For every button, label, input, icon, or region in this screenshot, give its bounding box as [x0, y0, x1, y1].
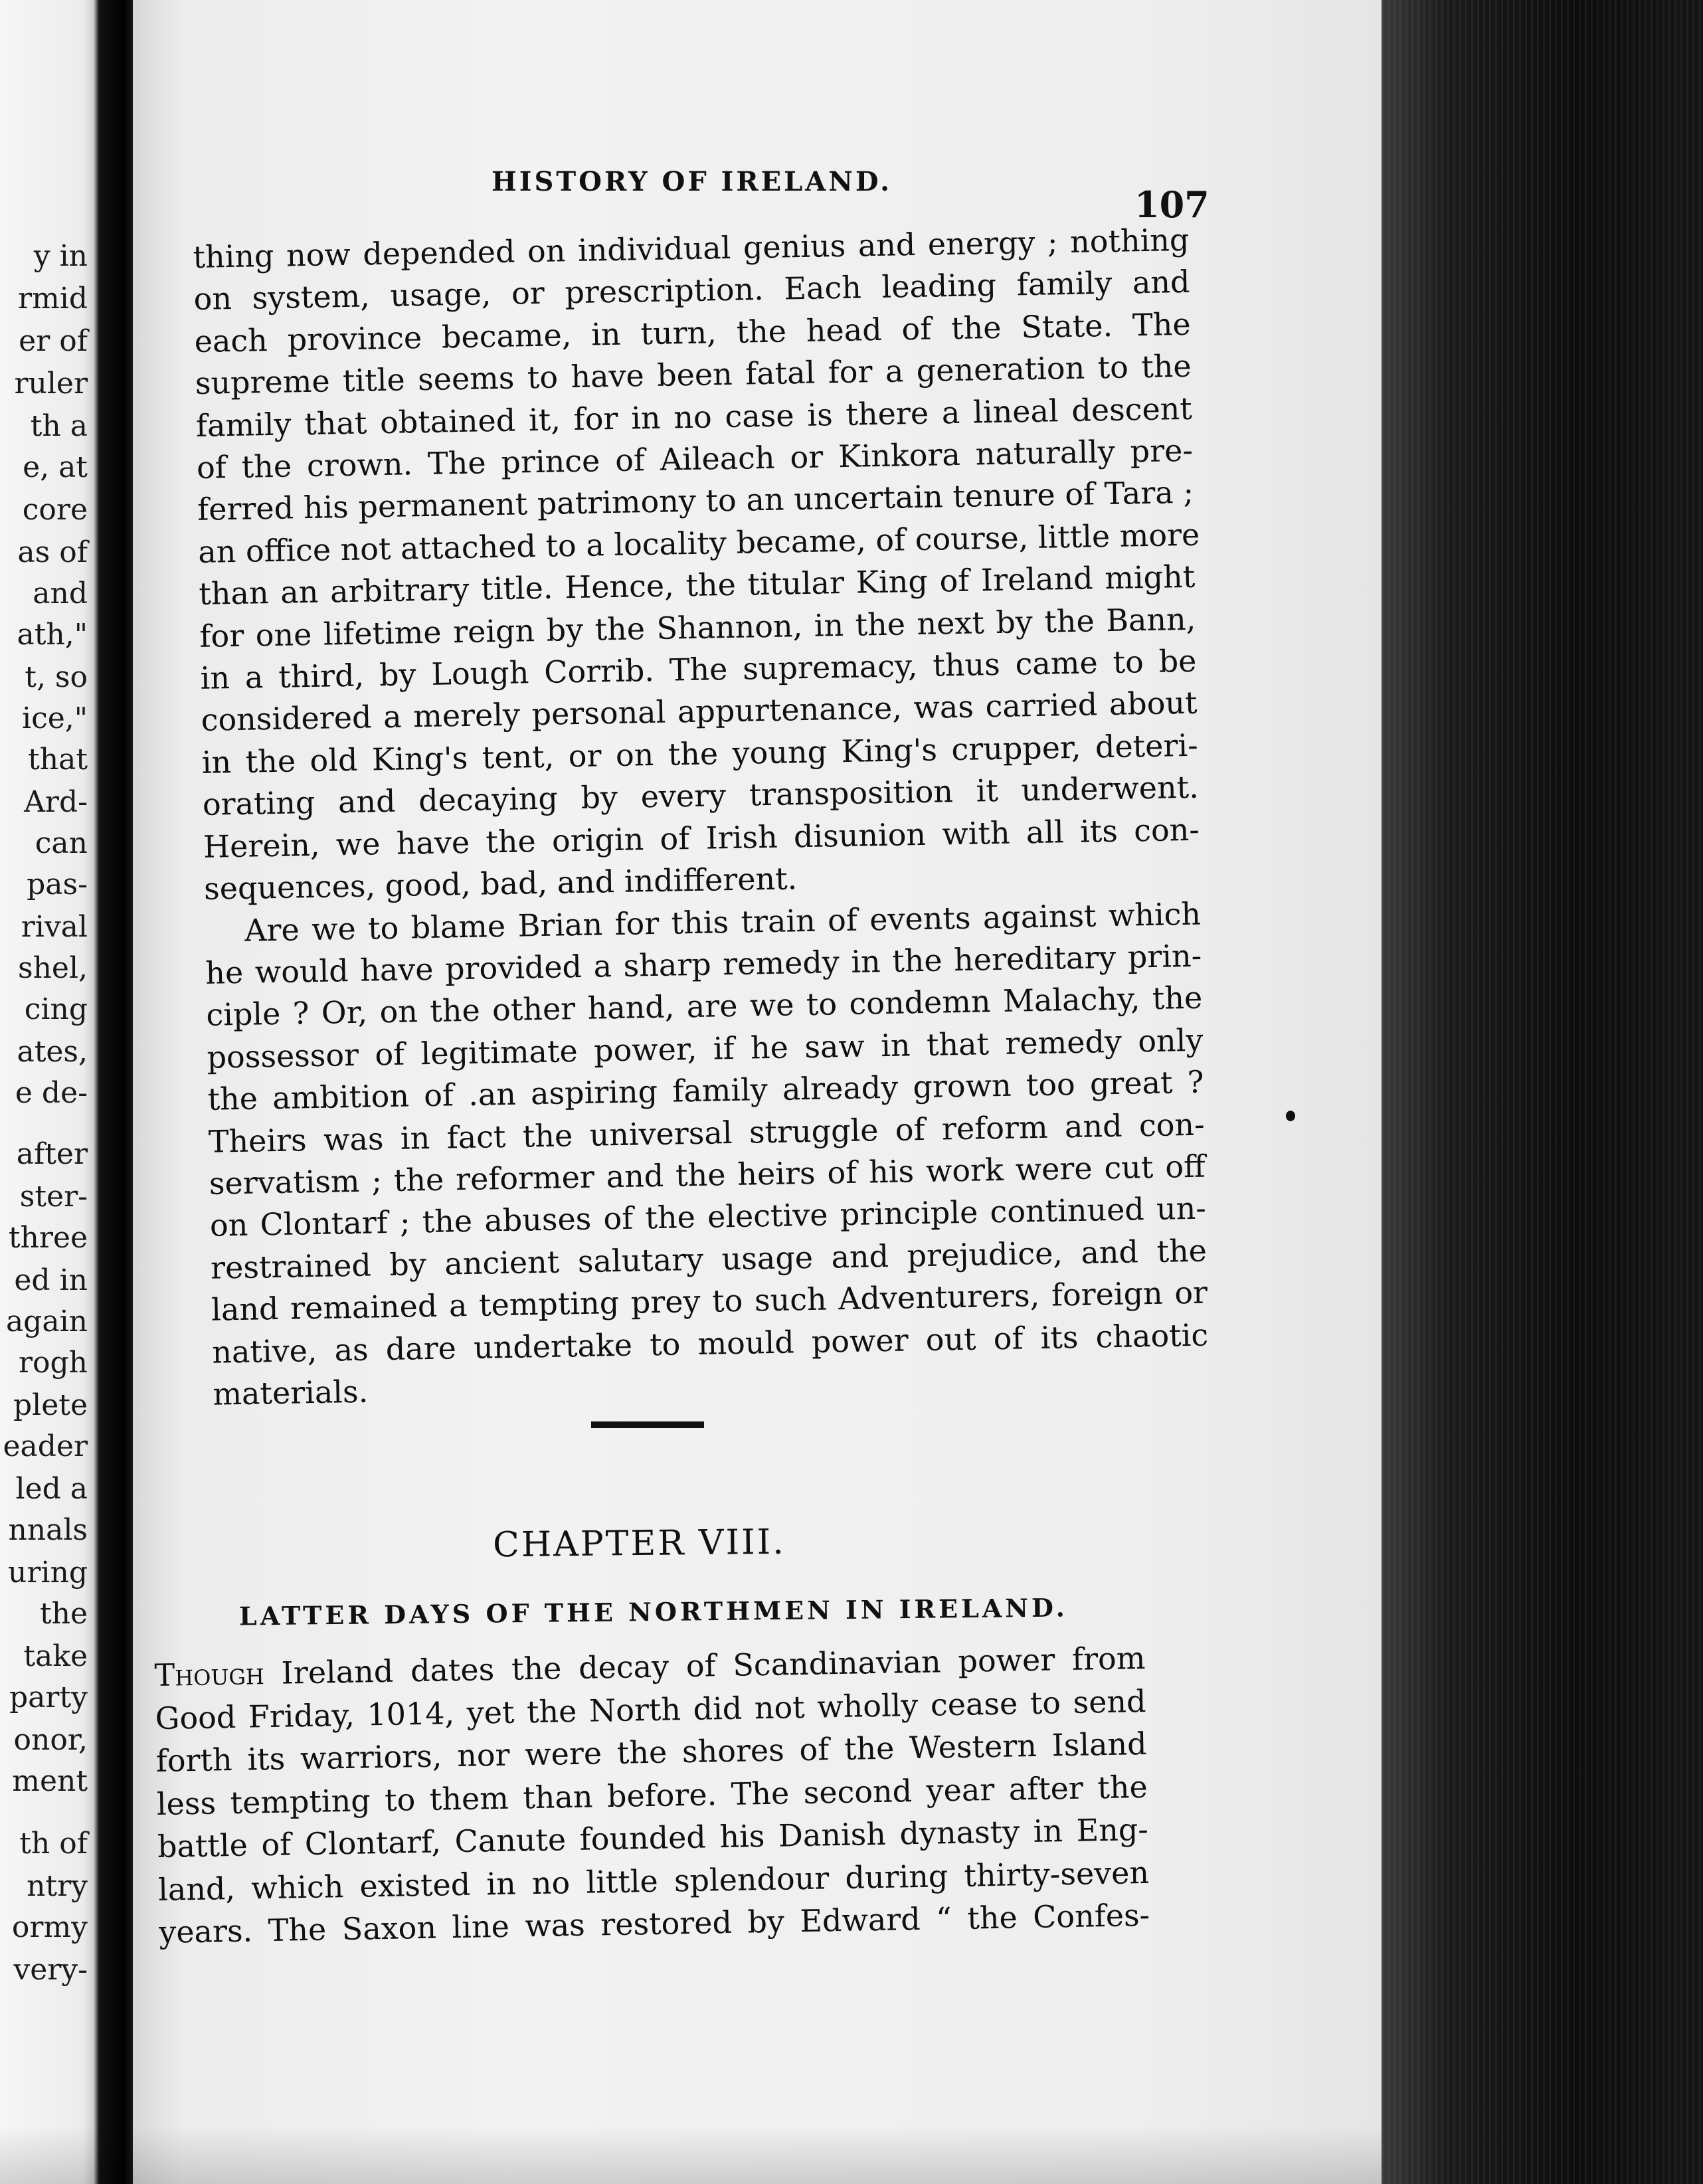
left-page-fragment: uring: [8, 1556, 88, 1590]
text-line: in a third, by Lough Corrib. The supremacy, thus came to be: [200, 642, 1197, 696]
left-page-fragment: th a: [30, 409, 88, 443]
left-page-fragment: very-: [13, 1953, 88, 1987]
text-line: for one lifetime reign by the Shannon, in the next by the Bann,: [199, 600, 1196, 654]
left-page-fragment: as of: [17, 535, 88, 569]
section-divider: [591, 1421, 704, 1428]
text-line: thing now depended on individual genius and energy ; nothing: [193, 221, 1190, 275]
text-line: supreme title seems to have been fatal for a generation to the: [195, 348, 1192, 402]
text-line: orating and decaying by every transposition it underwent.: [202, 769, 1200, 823]
left-page-fragment: rival: [21, 910, 88, 944]
left-page-fragment: the: [39, 1597, 88, 1631]
text-line: than an arbitrary title. Hence, the titular King of Ireland might: [198, 558, 1196, 612]
text-line: of the crown. The prince of Aileach or Kinkora naturally pre-: [196, 432, 1194, 486]
text-line: Are we to blame Brian for this train of events against which: [244, 895, 1202, 949]
body-text: [193, 219, 1210, 1415]
text-line: in the old King's tent, or on the young King's crupper, deteri-: [201, 727, 1199, 780]
left-page-fragment: party: [9, 1681, 88, 1714]
chapter-text-line: Good Friday, 1014, yet the North did not wholly cease to send: [155, 1683, 1146, 1736]
left-page-fragment: y in: [33, 239, 88, 273]
chapter-text-line: land, which existed in no little splendour during thirty-seven: [157, 1854, 1150, 1908]
text-line: Theirs was in fact the universal struggle of reform and con-: [208, 1106, 1206, 1160]
left-page-fragment: ruler: [14, 367, 88, 401]
text-line: sequences, good, bad, and indifferent.: [203, 860, 798, 907]
chapter-first-word: Though: [154, 1655, 265, 1693]
text-line: Herein, we have the origin of Irish disunion with all its con-: [203, 811, 1200, 865]
left-page-fragment: ed in: [14, 1263, 88, 1297]
left-page-fragment: cing: [24, 992, 88, 1026]
left-page-fragment: plete: [13, 1388, 88, 1422]
text-line: he would have provided a sharp remedy in the hereditary prin-: [205, 937, 1202, 991]
left-page-fragment: eader: [3, 1429, 88, 1463]
book-page-edges: [1382, 0, 1703, 2184]
text-line: family that obtained it, for in no case is there a lineal descent: [195, 390, 1193, 444]
page-number: 107: [1134, 183, 1210, 226]
text-line: servatism ; the reformer and the heirs of his work were cut off: [209, 1148, 1206, 1202]
left-page-fragment: ntry: [27, 1869, 88, 1903]
text-line: land remained a tempting prey to such Adventurers, foreign or: [211, 1274, 1208, 1328]
left-page-fragment: rogh: [18, 1346, 88, 1380]
text-line: possessor of legitimate power, if he saw in that remedy only: [207, 1022, 1204, 1075]
text-line: the ambition of .an aspiring family already grown too great ?: [207, 1063, 1204, 1117]
left-page-fragment: three: [8, 1221, 88, 1255]
chapter-text-line: forth its warriors, nor were the shores of the Western Island: [155, 1725, 1148, 1779]
text-line: considered a merely personal appurtenance, was carried about: [201, 685, 1198, 739]
left-page-fragment: e, at: [23, 450, 88, 484]
text-line: on Clontarf ; the abuses of the elective principle continued un-: [209, 1190, 1207, 1244]
left-page-fragment: shel,: [17, 951, 88, 985]
chapter-text-line: battle of Clontarf, Canute founded his Danish dynasty in Eng-: [157, 1811, 1149, 1865]
left-page-fragment: ath,": [17, 618, 88, 652]
text-line: each province became, in turn, the head of the State. The: [194, 306, 1191, 359]
print-speck: [1286, 1111, 1295, 1121]
left-page-fragment: again: [5, 1305, 88, 1338]
text-line: ciple ? Or, on the other hand, are we to condemn Malachy, the: [205, 979, 1203, 1034]
left-page-fragment: and: [33, 577, 88, 610]
left-page-fragment: e de-: [15, 1076, 88, 1110]
left-page-fragment: ormy: [11, 1910, 88, 1944]
running-title: HISTORY OF IRELAND.: [492, 166, 893, 197]
chapter-opening-text: [154, 1637, 1150, 1954]
left-facing-page: [0, 0, 106, 2184]
left-page-fragment: ster-: [19, 1180, 88, 1214]
left-page-fragment: t, so: [25, 660, 88, 694]
chapter-text-line-rest: Ireland dates the decay of Scandinavian power from: [264, 1639, 1146, 1692]
chapter-subtitle: LATTER DAYS OF THE NORTHMEN IN IRELAND.: [238, 1592, 1069, 1631]
left-page-fragment: can: [35, 826, 88, 860]
page-shadow: [0, 2126, 1382, 2184]
left-page-fragment: led a: [15, 1472, 88, 1506]
left-page-fragment: rmid: [18, 282, 88, 316]
text-line: on system, usage, or prescription. Each leading family and: [193, 264, 1190, 318]
text-line: restrained by ancient salutary usage and prejudice, and the: [210, 1232, 1208, 1286]
chapter-text-line: years. The Saxon line was restored by Edward “ the Confes-: [158, 1896, 1150, 1950]
left-page-fragment: ice,": [22, 701, 88, 735]
left-page-fragment: core: [22, 493, 88, 527]
left-page-fragment: Ard-: [24, 785, 88, 819]
chapter-text-line: less tempting to them than before. The second year after the: [156, 1768, 1148, 1822]
left-page-fragment: ates,: [17, 1035, 88, 1069]
left-page-fragment: that: [28, 743, 88, 776]
left-page-fragment: nnals: [8, 1513, 88, 1547]
text-line: materials.: [212, 1373, 369, 1412]
text-line: ferred his permanent patrimony to an uncertain tenure of Tara ;: [197, 474, 1194, 528]
chapter-title: CHAPTER VIII.: [492, 1522, 786, 1566]
left-page-fragment: take: [23, 1639, 88, 1673]
left-page-fragment: er of: [19, 324, 88, 358]
left-page-fragment: after: [16, 1137, 88, 1171]
text-line: an office not attached to a locality became, of course, little more: [197, 516, 1200, 570]
left-page-fragment: ment: [12, 1764, 88, 1798]
left-page-fragment: onor,: [13, 1723, 88, 1757]
left-page-fragment: pas-: [27, 867, 88, 901]
text-line: native, as dare undertake to mould power out of its chaotic: [211, 1317, 1209, 1370]
left-page-fragment: th of: [19, 1827, 88, 1861]
